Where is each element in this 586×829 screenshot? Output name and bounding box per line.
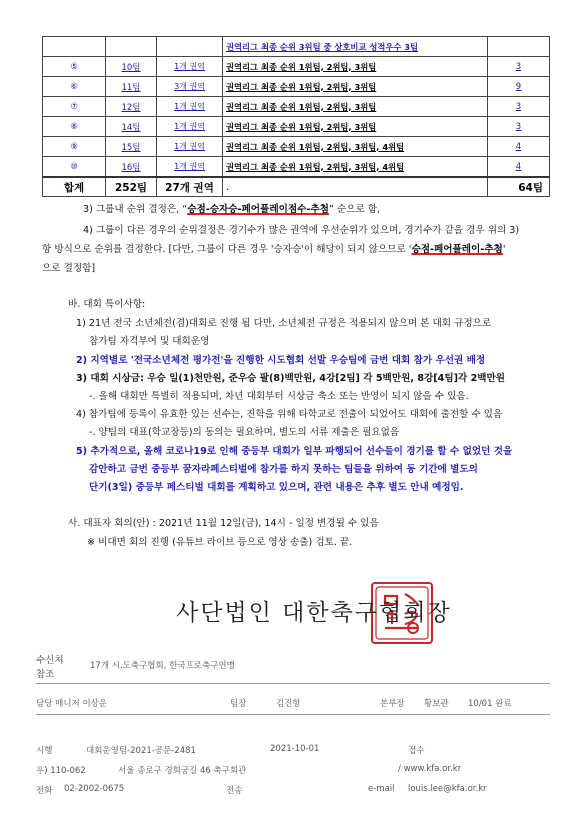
recipient-label: 수신처 (36, 655, 64, 666)
cell-regions: 1개 권역 (174, 122, 205, 131)
cell-rule: 권역리그 최종 순위 1위팀, 2위팀, 3위팀 (226, 101, 377, 112)
cell-no: ⑧ (43, 117, 106, 137)
cell-teams: 11팀 (121, 82, 141, 93)
team-lead-label: 팀장 (230, 699, 247, 709)
table-row (43, 157, 550, 178)
website: / www.kfa.or.kr (398, 764, 462, 774)
cell-teams: 14팀 (121, 122, 141, 133)
cell-no: ⑩ (43, 157, 106, 178)
total-row (43, 177, 550, 197)
cell-no: ⑨ (43, 137, 106, 157)
cell-no (43, 37, 106, 57)
cell-count: 9 (515, 81, 522, 92)
section-sa-title: 사. 대표자 회의(안) : 2021년 11월 12일(금), 14시 - 일정 변경될 수 있음 (68, 518, 379, 529)
email-address: louis.lee@kfa.or.kr (408, 784, 487, 794)
enforce-date: 2021-10-01 (270, 744, 320, 754)
item-3: 3) 대회 시상금: 우승 일(1)천만원, 준우승 팔(8)백만원, 4강[2팀] 각 5백만원, 8강[4팀]각 2백만원 (76, 373, 506, 384)
table-row (43, 117, 550, 137)
table-row (43, 97, 550, 117)
item-3-note: -. 올해 대회만 특별히 적용되며, 차년 대회부터 시상금 축소 또는 반영이 되지 않을 수 있음. (89, 391, 469, 402)
cell-teams: 16팀 (121, 162, 141, 173)
organization-name: 사단법인 대한축구협회장 (176, 600, 452, 626)
cell-count (488, 37, 550, 57)
cell-count: 3 (515, 61, 522, 72)
staff-label: 담당 매니저 이상운 (36, 699, 108, 709)
address: 서울 종로구 경희궁길 46 축구회관 (118, 766, 247, 776)
table-row (43, 137, 550, 157)
total-count: 64팀 (488, 177, 550, 197)
fax-label: 전송 (226, 786, 243, 796)
team-lead-name: 김진항 (276, 699, 301, 709)
cell-teams: 15팀 (121, 142, 141, 153)
cell-rule: 권역리그 최종 순위 1위팀, 2위팀, 3위팀 (226, 61, 377, 72)
rule-3-tail: ” 순으로 함, (328, 204, 381, 215)
total-teams: 252팀 (106, 177, 157, 197)
item-1-line1: 1) 21년 전국 소년체전(겸)대회로 진행 됨 다만, 소년체전 규정은 적용되지 않으며 본 대회 규정으로 (76, 318, 492, 329)
cell-no: ⑤ (43, 57, 106, 77)
table-row (43, 57, 550, 77)
cell-regions: 3개 권역 (174, 82, 205, 91)
cell-no: ⑥ (43, 77, 106, 97)
item-4: 4) 참가팀에 등록이 유효한 있는 선수는, 진학을 위해 타학교로 전출이 되었어도 대회에 출전할 수 있음 (76, 409, 503, 420)
total-label: 합계 (43, 177, 106, 197)
email-label: e-mail (368, 784, 395, 794)
divider (36, 683, 550, 684)
table-row (43, 37, 550, 57)
rule-3-text: 3) 그룹내 순위 결정은, “ (83, 204, 188, 215)
cell-regions: 1개 권역 (174, 62, 205, 71)
rule-4-emphasis: 승점-페어플레이-추첨 (411, 244, 503, 255)
section-sa-note: ※ 비대면 회의 진행 (유튜브 라이브 등으로 영상 송출) 검토. 끝. (87, 537, 353, 548)
section-ba-title: 바. 대회 특이사항: (68, 299, 146, 310)
cell-no: ⑦ (43, 97, 106, 117)
rule-4-text: 항 방식으로 순위를 결정한다. [다만, 그룹이 다른 경우 '승자승'이 해당이 되지 않으므로 ' (42, 244, 412, 255)
item-5-line1: 5) 추가적으로, 올해 코로나19로 인해 중등부 대회가 일부 파행되어 선수들이 경기를 할 수 없었던 것을 (76, 446, 513, 457)
phone-number: 02-2002-0675 (64, 784, 125, 794)
rule-3-emphasis: 승점-승자승-페어플레이점수-추첨 (187, 204, 329, 215)
rule-4-line2 (42, 240, 505, 259)
cell-regions: 1개 권역 (174, 102, 205, 111)
rule-3 (83, 200, 380, 219)
cell-count: 4 (515, 161, 522, 172)
cell-rule: 권역리그 최종 순위 1위팀, 2위팀, 3위팀 (226, 121, 377, 132)
receive-label: 접수 (408, 746, 425, 756)
rule-4-line3: 으로 결정함] (42, 263, 96, 274)
postal-code: 우) 110-062 (36, 766, 86, 776)
rule-text: 권역리그 최종 순위 3위팀 중 상호비교 성적우수 3팀 (226, 41, 419, 52)
item-4-note: -. 양팀의 대표(학교장등)의 동의는 필요하며, 별도의 서류 제출은 필요없음 (89, 427, 400, 438)
cell-teams: 12팀 (121, 102, 141, 113)
reference-label: 참조 (36, 669, 55, 680)
cell-rule (223, 37, 488, 57)
item-5-line3: 단기(3일) 중등부 페스티벌 대회를 계획하고 있으며, 관련 내용은 추후 별도 안내 예정임. (89, 482, 464, 493)
cell-rule: 권역리그 최종 순위 1위팀, 2위팀, 3위팀, 4위팀 (226, 161, 405, 172)
allocation-table (42, 36, 550, 197)
total-rule: . (223, 177, 488, 197)
cell-count: 3 (515, 101, 522, 112)
cell-regions (157, 37, 223, 57)
cell-rule: 권역리그 최종 순위 1위팀, 2위팀, 3위팀, 4위팀 (226, 141, 405, 152)
cell-count: 4 (515, 141, 522, 152)
director-name: 황보관 (424, 699, 449, 709)
rule-4-line1: 4) 그룹이 다른 경우의 순위결정은 경기수가 많은 권역에 우선순위가 있으며, 경기수가 같을 경우 위의 3) (83, 225, 520, 236)
enforce-label: 시행 (36, 746, 53, 756)
recipient-value: 17개 시.도축구협회, 한국프로축구연맹 (90, 661, 235, 671)
cell-teams: 10팀 (121, 62, 141, 73)
divider (36, 714, 550, 715)
table-row (43, 77, 550, 97)
phone-label: 전화 (36, 786, 53, 796)
item-2: 2) 지역별로 '전국소년체전 평가전'을 진행한 시도협회 선발 우승팀에 금번 대회 참가 우선권 배정 (76, 355, 486, 366)
cell-regions: 1개 권역 (174, 162, 205, 171)
enforce-number: 대회운영팀-2021-공문-2481 (86, 746, 196, 756)
rule-4-quote: ' (502, 244, 506, 255)
approval-status: 10/01 완료 (468, 699, 512, 709)
total-regions: 27개 권역 (157, 177, 223, 197)
director-label: 본부장 (380, 699, 405, 709)
item-1-line2: 참가팀 자격부여 및 대회운영 (89, 336, 210, 347)
cell-regions: 1개 권역 (174, 142, 205, 151)
cell-teams (106, 37, 157, 57)
cell-rule: 권역리그 최종 순위 1위팀, 2위팀, 3위팀 (226, 81, 377, 92)
cell-count: 3 (515, 121, 522, 132)
item-5-line2: 감안하고 금번 중등부 꿈자라페스티벌에 참가를 하지 못하는 팀들을 위하여 동 기간에 별도의 (89, 464, 478, 475)
